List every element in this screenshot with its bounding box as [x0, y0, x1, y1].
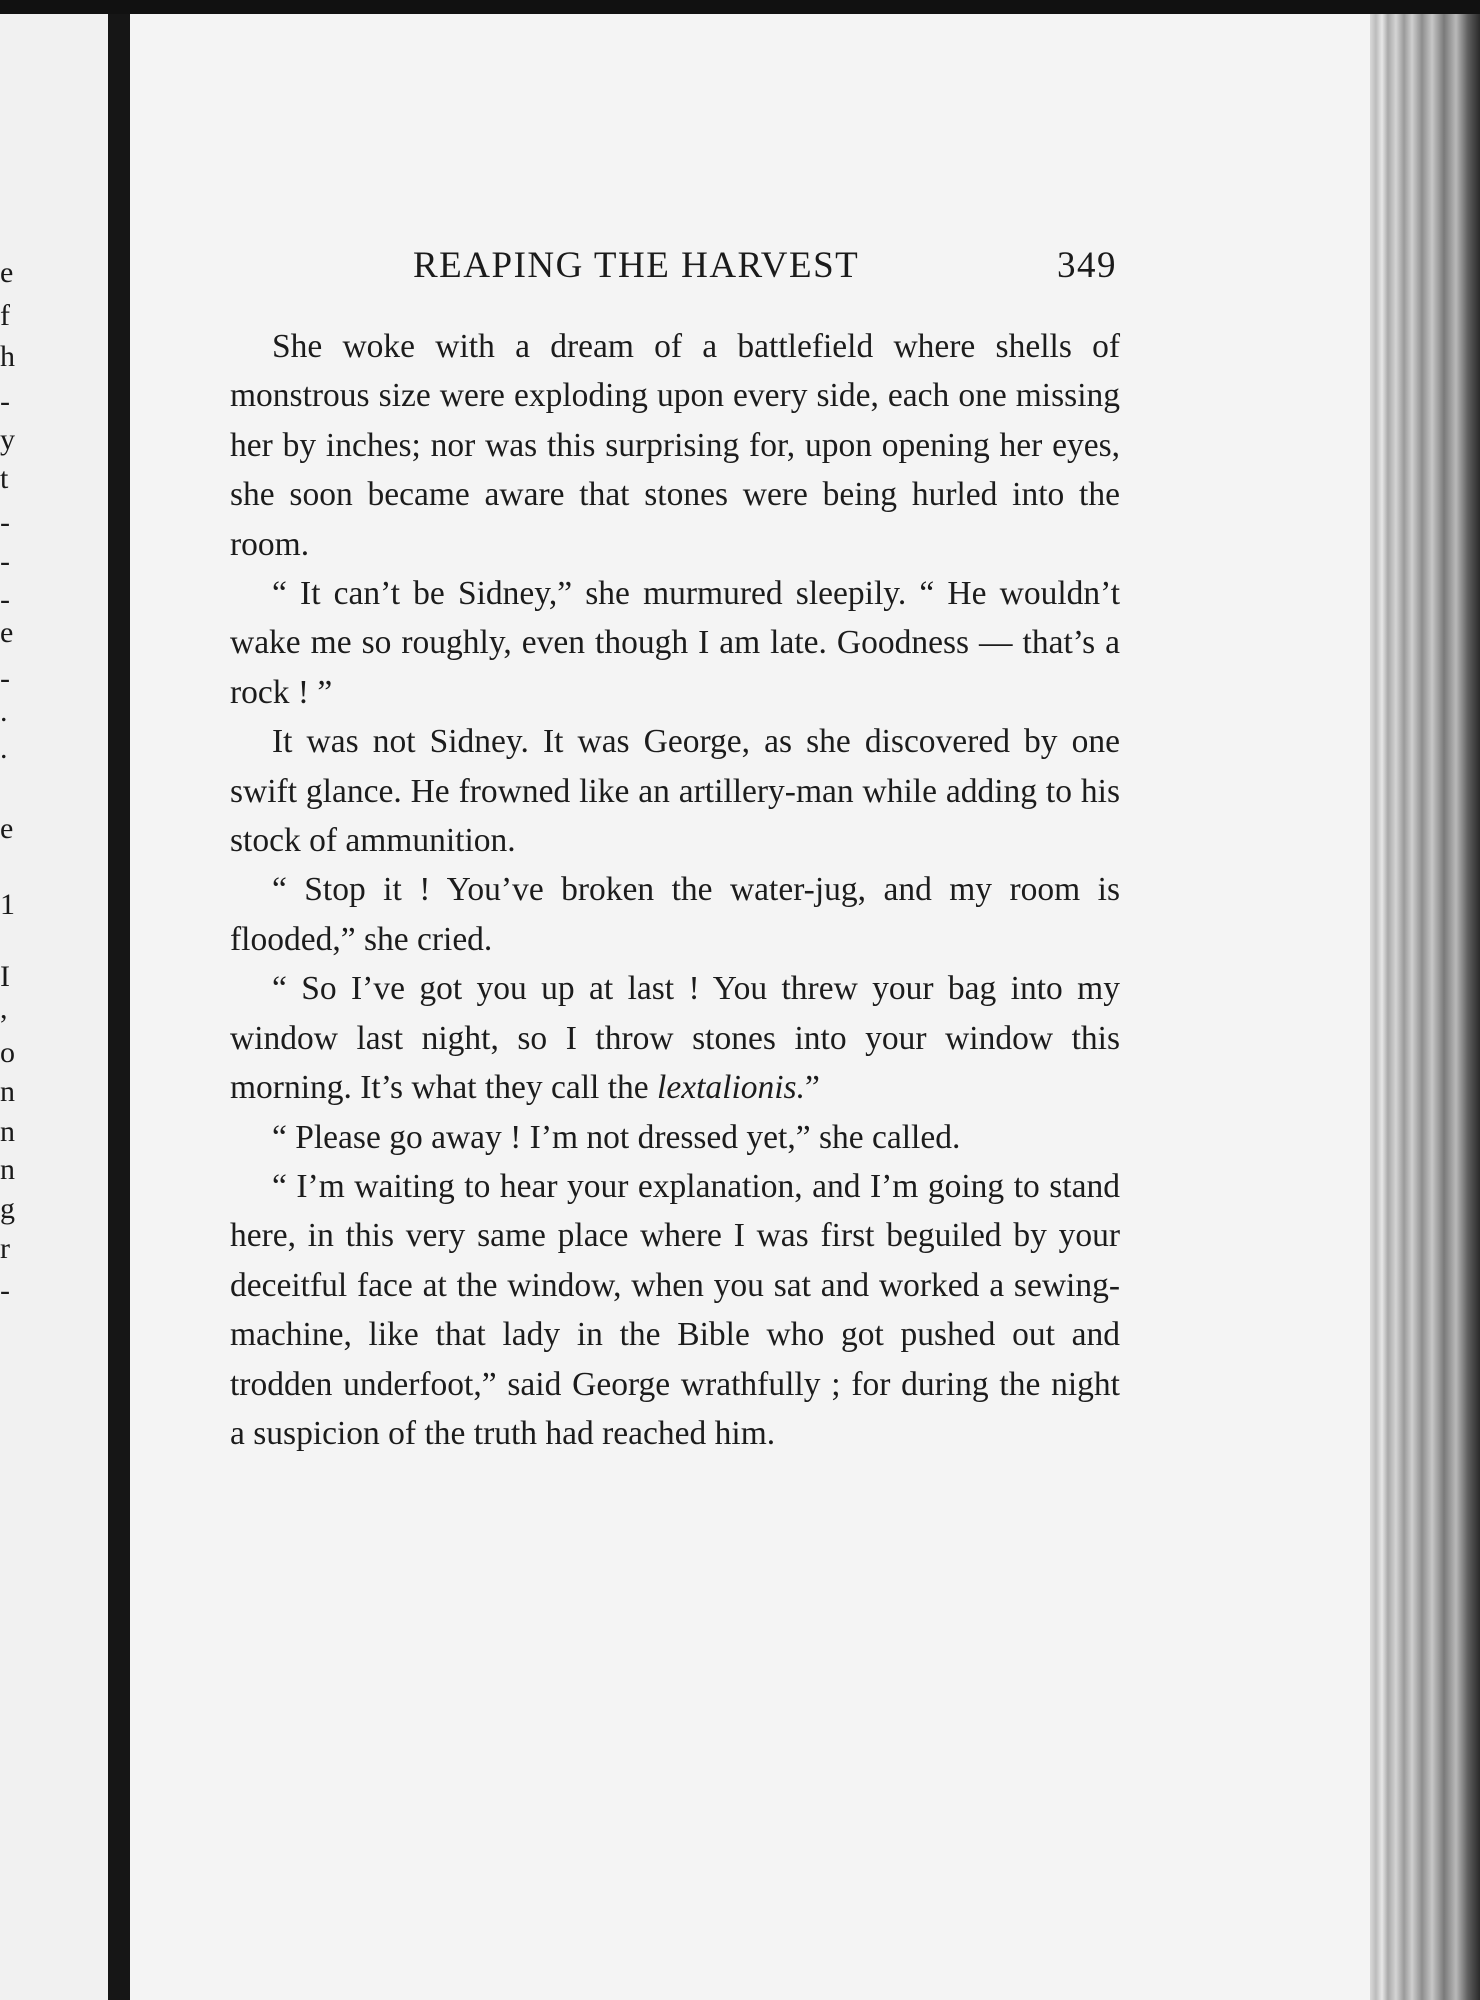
paragraph: It was not Sidney. It was George, as she discovered by one swift glance. He frowned like an artillery-man while adding to his stock of ammunition. — [230, 723, 1120, 860]
facing-page-fragment: 1 — [0, 888, 15, 921]
facing-page-fragment: - — [0, 583, 10, 616]
scan-top-border — [0, 0, 1480, 14]
facing-page-fragment: . — [0, 695, 8, 728]
running-head — [413, 244, 1117, 294]
closing-quote: ” — [804, 1069, 820, 1107]
running-head-title: REAPING THE HARVEST — [413, 245, 860, 286]
italic-phrase: lextalionis. — [657, 1069, 805, 1107]
facing-page-fragment: n — [0, 1153, 15, 1186]
facing-page-fragment: . — [0, 732, 8, 765]
facing-page-fragment: - — [0, 506, 10, 539]
paragraph: She woke with a dream of a battlefield where shells of monstrous size were exploding upon every side, each one missing her by inches; nor was this surprising for, upon opening her eyes, she soon became aware that stones were being hurled into the room. — [230, 328, 1120, 563]
paragraph — [230, 964, 1120, 1112]
paragraph: “ I’m waiting to hear your explanation, and I’m going to stand here, in this very same place where I was first beguiled by your deceitful face at the window, when you sat and worked a sewing-machine, like that lady in the Bible who got pushed out and trodden underfoot,” said George wrathfully ; for during the night a suspicion of the truth had reached him. — [230, 1167, 1120, 1452]
facing-page-fragment: r — [0, 1232, 10, 1265]
facing-page-left — [0, 14, 108, 2000]
facing-page-fragment: - — [0, 545, 10, 578]
facing-page-fragment: - — [0, 1274, 10, 1307]
body-text — [230, 322, 1120, 1458]
facing-page-fragment: e — [0, 616, 14, 649]
facing-page-fragment: n — [0, 1115, 15, 1148]
facing-page-fragment: - — [0, 385, 10, 418]
facing-page-fragment: - — [0, 662, 10, 695]
paragraph: “ It can’t be Sidney,” she murmured sleepily. “ He wouldn’t wake me so roughly, even though I am late. Goodness — that’s a rock ! ” — [230, 575, 1120, 711]
facing-page-fragment: e — [0, 256, 14, 289]
facing-page-fragment: e — [0, 812, 14, 845]
facing-page-fragment: , — [0, 992, 8, 1025]
facing-page-fragment: g — [0, 1192, 15, 1225]
facing-page-fragment: n — [0, 1075, 15, 1108]
paragraph: “ Please go away ! I’m not dressed yet,” she called. — [272, 1118, 961, 1156]
paragraph-text: “ So I’ve got you up at last ! You threw your bag into my window last night, so I throw stones into your window this morning. It’s what they call the — [230, 970, 1120, 1107]
facing-page-fragment: h — [0, 340, 15, 373]
book-gutter — [108, 14, 130, 2000]
facing-page-fragment: I — [0, 960, 10, 993]
facing-page-fragment: y — [0, 423, 15, 456]
page-number: 349 — [1057, 245, 1117, 286]
facing-page-fragment: o — [0, 1036, 15, 1069]
facing-page-fragment: f — [0, 299, 10, 332]
paragraph: “ Stop it ! You’ve broken the water-jug, and my room is flooded,” she cried. — [230, 871, 1120, 958]
page-edges — [1370, 14, 1480, 2000]
facing-page-fragment: t — [0, 462, 9, 495]
